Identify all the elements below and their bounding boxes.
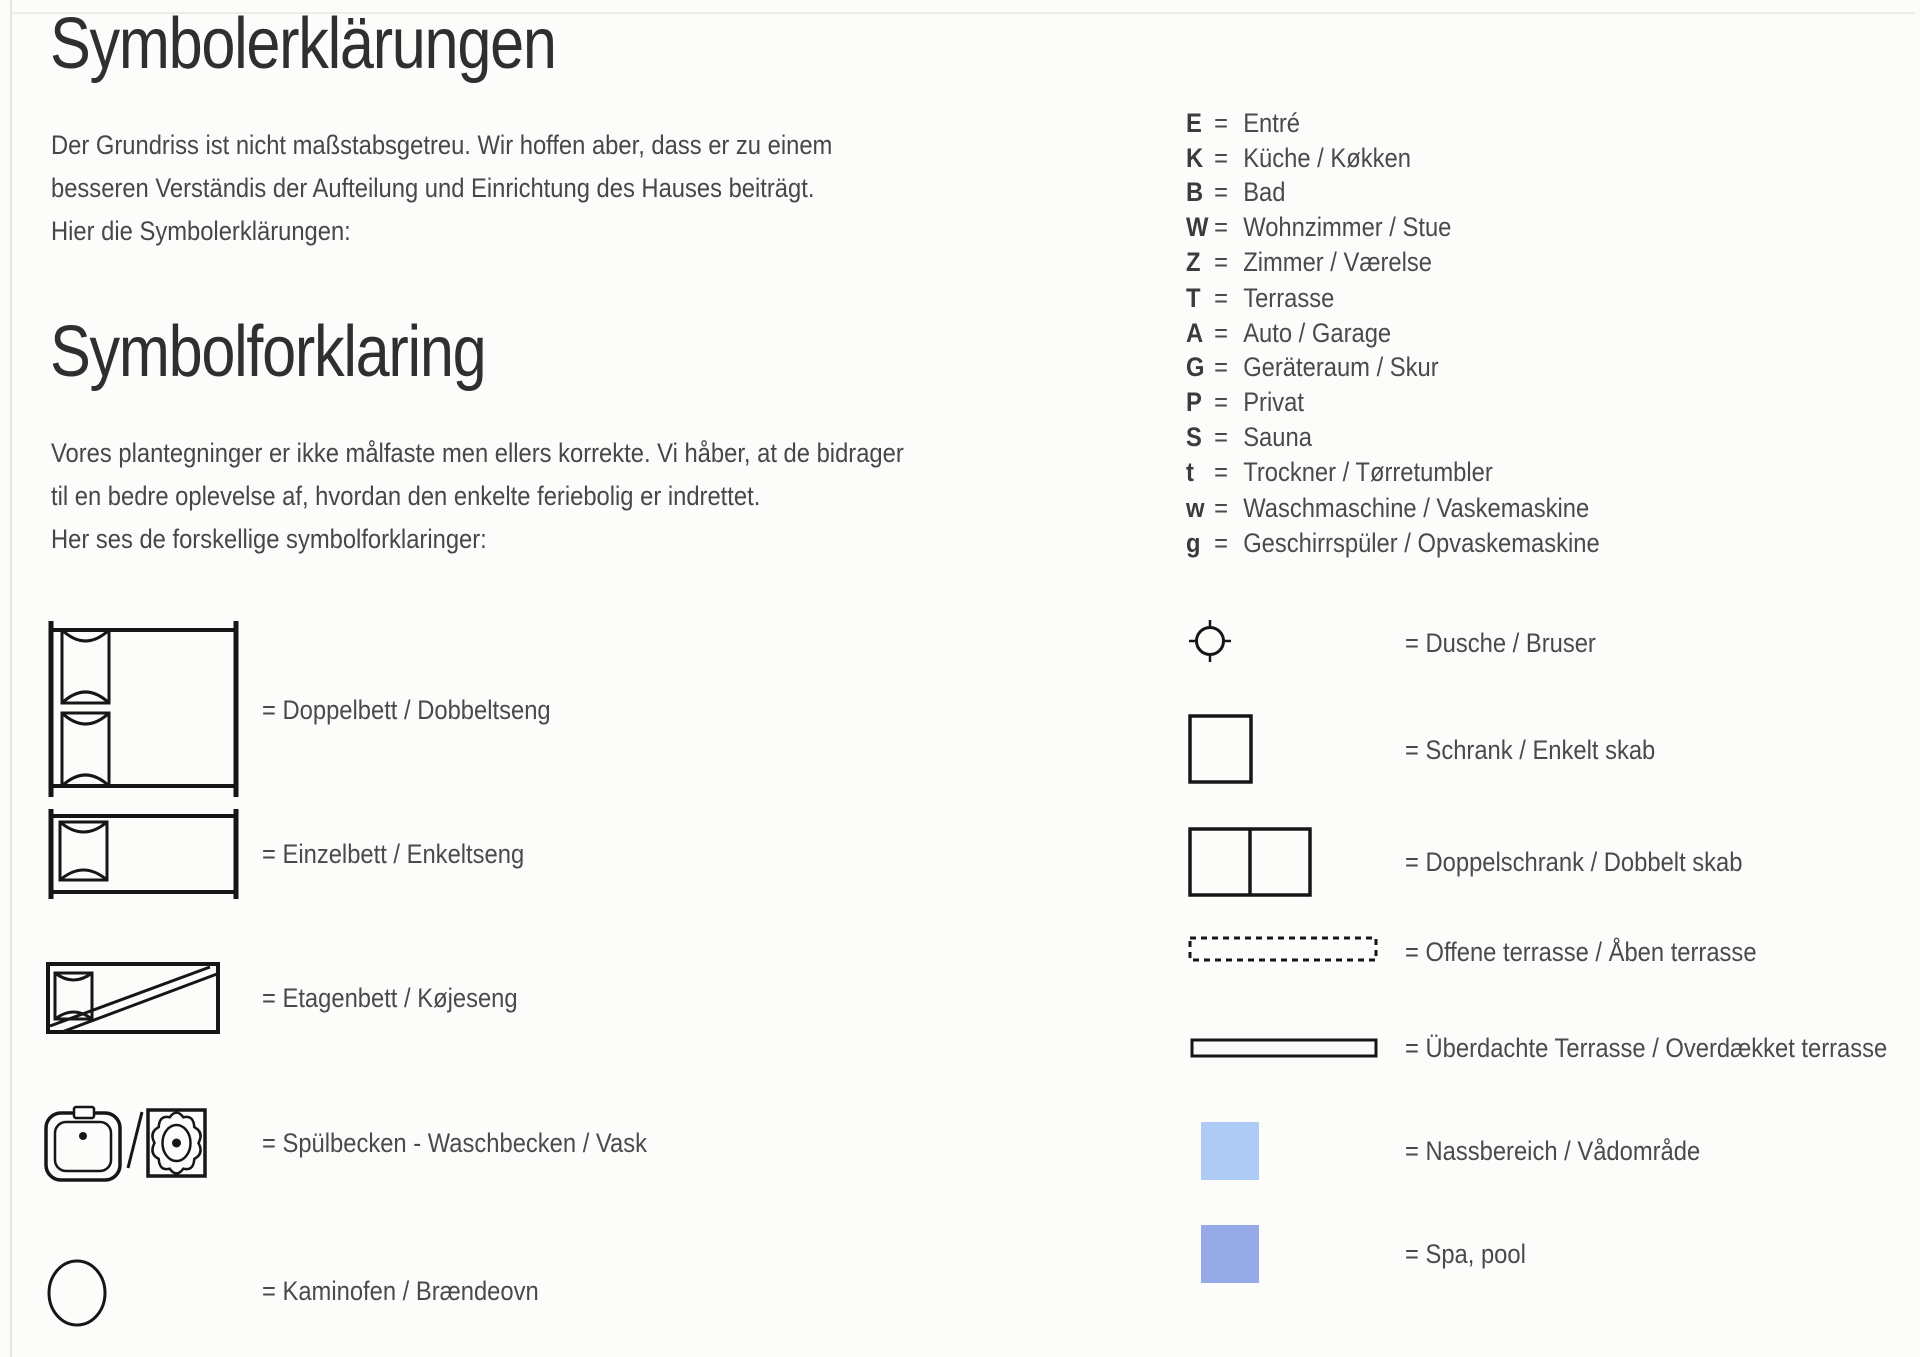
equals-sign: =: [1214, 387, 1229, 417]
wood-stove-label: = Kaminofen / Brændeovn: [262, 1276, 539, 1306]
abbreviation-label: Geräteraum / Skur: [1243, 352, 1439, 382]
open-terrace-icon: [1188, 936, 1378, 964]
spa-pool-swatch: [1201, 1225, 1259, 1283]
abbreviation-label: Sauna: [1243, 422, 1312, 452]
abbreviation-row: [1186, 140, 1411, 176]
abbreviation-row: [1186, 384, 1304, 420]
abbreviation-label: Terrasse: [1243, 283, 1335, 313]
abbreviation-row: [1186, 349, 1439, 385]
single-cabinet-icon: [1188, 714, 1253, 784]
abbreviation-row: [1186, 525, 1600, 561]
intro-german-line: Der Grundriss ist nicht maßstabsgetreu. Wir hoffen aber, dass er zu einem: [51, 130, 833, 160]
abbreviation-label: Geschirrspüler / Opvaskemaskine: [1243, 528, 1600, 558]
intro-danish-line: til en bedre oplevelse af, hvordan den enkelte feriebolig er indrettet.: [51, 481, 761, 511]
wet-area-swatch: [1201, 1122, 1259, 1180]
abbreviation-letter: P: [1186, 387, 1202, 417]
abbreviation-row: [1186, 490, 1589, 526]
abbreviation-letter: A: [1186, 318, 1204, 348]
sink-washbasin-label: = Spülbecken - Waschbecken / Vask: [262, 1128, 647, 1158]
double-cabinet-icon: [1188, 827, 1314, 897]
equals-sign: =: [1214, 493, 1229, 523]
abbreviation-letter: G: [1186, 352, 1205, 382]
equals-sign: =: [1214, 318, 1229, 348]
page-title-danish: Symbolforklaring: [50, 312, 486, 392]
covered-terrace-label: = Überdachte Terrasse / Overdækket terrasse: [1405, 1033, 1888, 1063]
shower-icon: [1188, 619, 1232, 663]
abbreviation-label: Entré: [1243, 108, 1301, 138]
single-cabinet-label: = Schrank / Enkelt skab: [1405, 735, 1656, 765]
abbreviation-row: [1186, 105, 1300, 141]
abbreviation-label: Privat: [1243, 387, 1304, 417]
wood-stove-icon: [45, 1258, 109, 1328]
equals-sign: =: [1214, 457, 1229, 487]
double-bed-label: = Doppelbett / Dobbeltseng: [262, 695, 551, 725]
equals-sign: =: [1214, 143, 1229, 173]
covered-terrace-icon: [1190, 1038, 1378, 1058]
double-bed-icon: [45, 620, 245, 798]
abbreviation-letter: W: [1186, 212, 1209, 242]
open-terrace-label: = Offene terrasse / Åben terrasse: [1405, 937, 1757, 967]
equals-sign: =: [1214, 352, 1229, 382]
abbreviation-label: Waschmaschine / Vaskemaskine: [1243, 493, 1590, 523]
abbreviation-row: [1186, 454, 1493, 490]
sink-washbasin-icon: [44, 1104, 209, 1184]
equals-sign: =: [1214, 108, 1229, 138]
abbreviation-letter: T: [1186, 283, 1201, 313]
equals-sign: =: [1214, 177, 1229, 207]
single-bed-label: = Einzelbett / Enkeltseng: [262, 839, 525, 869]
bunk-bed-label: = Etagenbett / Køjeseng: [262, 983, 518, 1013]
abbreviation-label: Küche / Køkken: [1243, 143, 1411, 173]
intro-paragraph-german: [51, 124, 939, 253]
abbreviation-letter: w: [1186, 493, 1205, 523]
abbreviation-label: Bad: [1243, 177, 1286, 207]
equals-sign: =: [1214, 528, 1229, 558]
equals-sign: =: [1214, 283, 1229, 313]
abbreviation-label: Zimmer / Værelse: [1243, 247, 1432, 277]
abbreviation-label: Auto / Garage: [1243, 318, 1392, 348]
shower-label: = Dusche / Bruser: [1405, 628, 1596, 658]
abbreviation-row: [1186, 174, 1285, 210]
abbreviation-letter: B: [1186, 177, 1204, 207]
abbreviation-letter: t: [1186, 457, 1194, 487]
intro-danish-line: Her ses de forskellige symbolforklaringer:: [51, 524, 487, 554]
wet-area-label: = Nassbereich / Vådområde: [1405, 1136, 1701, 1166]
abbreviation-letter: E: [1186, 108, 1202, 138]
abbreviation-row: [1186, 419, 1312, 455]
equals-sign: =: [1214, 422, 1229, 452]
abbreviation-row: [1186, 280, 1334, 316]
abbreviation-row: [1186, 315, 1391, 351]
abbreviation-row: [1186, 209, 1451, 245]
slash-divider: [128, 1112, 142, 1168]
abbreviation-letter: S: [1186, 422, 1202, 452]
equals-sign: =: [1214, 212, 1229, 242]
intro-german-line: Hier die Symbolerklärungen:: [51, 216, 351, 246]
abbreviation-letter: K: [1186, 143, 1204, 173]
abbreviation-letter: Z: [1186, 247, 1201, 277]
intro-german-line: besseren Verständis der Aufteilung und Einrichtung des Hauses beiträgt.: [51, 173, 815, 203]
page-title-german: Symbolerklärungen: [50, 4, 556, 84]
abbreviation-label: Trockner / Tørretumbler: [1243, 457, 1493, 487]
bunk-bed-icon: [46, 962, 222, 1036]
intro-danish-line: Vores plantegninger er ikke målfaste men ellers korrekte. Vi håber, at de bidrager: [51, 438, 904, 468]
abbreviation-label: Wohnzimmer / Stue: [1243, 212, 1452, 242]
abbreviation-row: [1186, 244, 1432, 280]
spa-pool-label: = Spa, pool: [1405, 1239, 1526, 1269]
single-bed-icon: [45, 808, 245, 900]
abbreviation-letter: g: [1186, 528, 1201, 558]
page-edge-line-vertical: [10, 0, 12, 1357]
intro-paragraph-danish: [51, 432, 1020, 561]
double-cabinet-label: = Doppelschrank / Dobbelt skab: [1405, 847, 1743, 877]
equals-sign: =: [1214, 247, 1229, 277]
